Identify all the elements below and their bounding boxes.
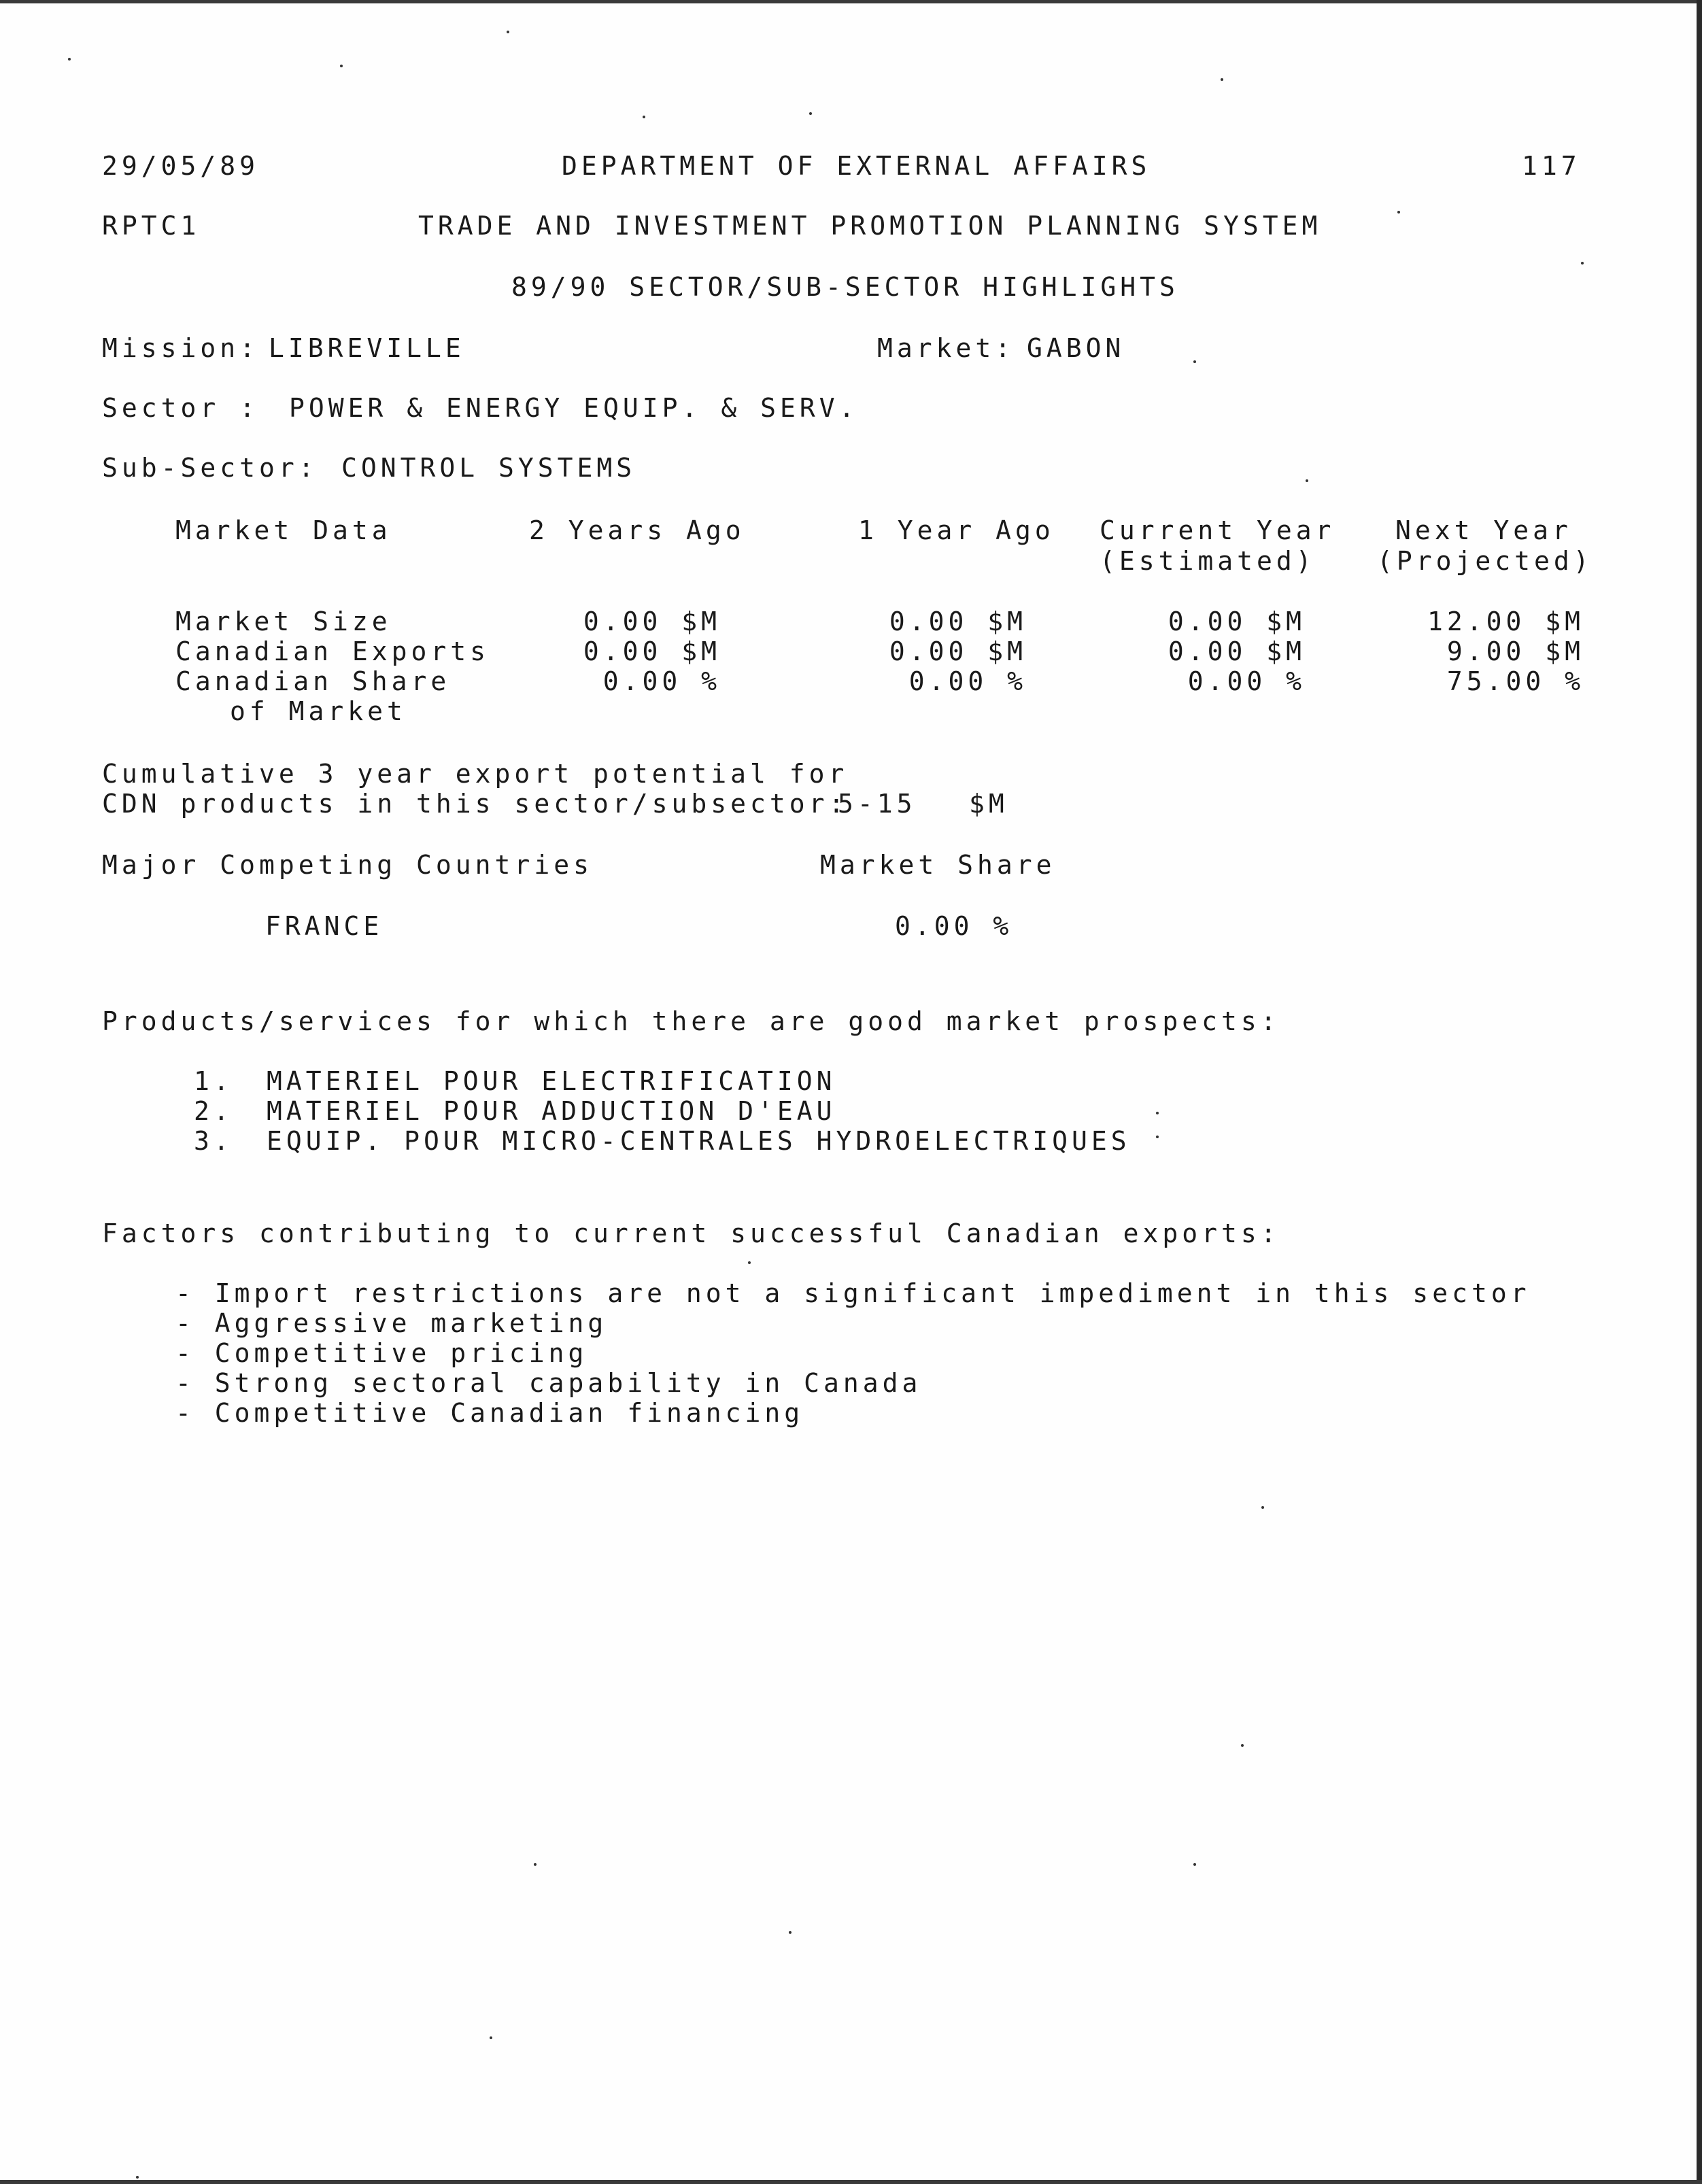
mission-label: Mission: bbox=[102, 333, 260, 363]
scan-edge-bottom bbox=[0, 2180, 1702, 2184]
scan-speck bbox=[340, 65, 343, 67]
factor-item: - Competitive Canadian financing bbox=[175, 1398, 804, 1428]
cell-exports-next: 9.00 $M bbox=[1446, 636, 1584, 666]
factor-item: - Competitive pricing bbox=[175, 1338, 588, 1368]
scan-speck bbox=[748, 1261, 751, 1264]
export-potential-line1: Cumulative 3 year export potential for bbox=[102, 759, 849, 789]
market-value: GABON bbox=[1027, 333, 1125, 363]
prospect-item: MATERIEL POUR ELECTRIFICATION bbox=[267, 1066, 836, 1096]
prospect-item: MATERIEL POUR ADDUCTION D'EAU bbox=[267, 1096, 836, 1126]
sector-label: Sector : bbox=[102, 393, 260, 423]
scan-speck bbox=[68, 58, 71, 61]
cell-exports-two-years: 0.00 $M bbox=[583, 636, 721, 666]
prospect-item: EQUIP. POUR MICRO-CENTRALES HYDROELECTRIQUES bbox=[267, 1126, 1131, 1156]
export-potential-unit: $M bbox=[969, 789, 1008, 819]
competitor-country: FRANCE bbox=[265, 911, 384, 941]
scan-speck bbox=[1193, 1863, 1196, 1866]
row-label-of-market: of Market bbox=[230, 696, 407, 726]
cell-market-size-current: 0.00 $M bbox=[1168, 607, 1306, 636]
scan-speck bbox=[534, 1863, 537, 1866]
scan-speck bbox=[643, 116, 645, 118]
export-potential-value: 5-15 bbox=[838, 789, 917, 819]
prospects-heading: Products/services for which there are good market prospects: bbox=[102, 1006, 1280, 1036]
prospect-number: 2. bbox=[194, 1096, 233, 1126]
scan-speck bbox=[809, 112, 812, 115]
col-header-current-estimated: (Estimated) bbox=[1100, 546, 1316, 576]
sector-value: POWER & ENERGY EQUIP. & SERV. bbox=[289, 393, 859, 423]
row-label-canadian-share: Canadian Share bbox=[175, 666, 451, 696]
factor-item: - Import restrictions are not a significant impediment in this sector bbox=[175, 1278, 1531, 1308]
subsector-label: Sub-Sector: bbox=[102, 453, 318, 483]
scan-speck bbox=[789, 1931, 792, 1934]
competitors-heading: Major Competing Countries bbox=[102, 850, 593, 880]
cell-share-one-year: 0.00 % bbox=[908, 666, 1027, 696]
system-title: TRADE AND INVESTMENT PROMOTION PLANNING SYSTEM bbox=[418, 211, 1322, 241]
scan-speck bbox=[136, 2176, 139, 2179]
cell-share-next: 75.00 % bbox=[1446, 666, 1584, 696]
report-subtitle: 89/90 SECTOR/SUB-SECTOR HIGHLIGHTS bbox=[511, 272, 1179, 302]
prospect-number: 1. bbox=[194, 1066, 233, 1096]
cell-share-current: 0.00 % bbox=[1187, 666, 1306, 696]
report-code: RPTC1 bbox=[102, 211, 201, 241]
mission-value: LIBREVILLE bbox=[269, 333, 465, 363]
scan-speck bbox=[507, 31, 509, 33]
col-header-market-data: Market Data bbox=[175, 515, 392, 545]
scan-speck bbox=[1156, 1112, 1159, 1114]
cell-share-two-years: 0.00 % bbox=[602, 666, 721, 696]
scan-speck bbox=[1306, 479, 1308, 482]
cell-market-size-two-years: 0.00 $M bbox=[583, 607, 721, 636]
scan-speck bbox=[490, 2036, 492, 2039]
competitor-share: 0.00 % bbox=[895, 911, 1013, 941]
scan-speck bbox=[1581, 262, 1584, 265]
cell-exports-current: 0.00 $M bbox=[1168, 636, 1306, 666]
scan-speck bbox=[1193, 360, 1196, 363]
col-header-two-years: 2 Years Ago bbox=[529, 515, 745, 545]
col-header-next-projected: (Projected) bbox=[1377, 546, 1593, 576]
factor-item: - Aggressive marketing bbox=[175, 1308, 608, 1338]
scan-speck bbox=[1156, 1136, 1159, 1138]
market-share-heading: Market Share bbox=[820, 850, 1056, 880]
report-date: 29/05/89 bbox=[102, 151, 260, 181]
scan-speck bbox=[1261, 1506, 1264, 1509]
scan-edge-right bbox=[1697, 0, 1702, 2184]
factors-heading: Factors contributing to current successful Canadian exports: bbox=[102, 1218, 1280, 1248]
cell-market-size-one-year: 0.00 $M bbox=[889, 607, 1027, 636]
factor-item: - Strong sectoral capability in Canada bbox=[175, 1368, 922, 1398]
subsector-value: CONTROL SYSTEMS bbox=[341, 453, 636, 483]
col-header-one-year: 1 Year Ago bbox=[858, 515, 1055, 545]
prospect-number: 3. bbox=[194, 1126, 233, 1156]
col-header-current-year: Current Year bbox=[1100, 515, 1335, 545]
row-label-market-size: Market Size bbox=[175, 607, 392, 636]
page-number: 117 bbox=[1522, 151, 1581, 181]
scan-speck bbox=[1241, 1744, 1244, 1747]
export-potential-line2: CDN products in this sector/subsector: bbox=[102, 789, 849, 819]
scan-speck bbox=[1221, 78, 1223, 81]
cell-market-size-next: 12.00 $M bbox=[1427, 607, 1584, 636]
cell-exports-one-year: 0.00 $M bbox=[889, 636, 1027, 666]
row-label-canadian-exports: Canadian Exports bbox=[175, 636, 490, 666]
col-header-next-year: Next Year bbox=[1395, 515, 1572, 545]
department-title: DEPARTMENT OF EXTERNAL AFFAIRS bbox=[562, 151, 1151, 181]
scan-speck bbox=[1397, 211, 1400, 214]
market-label: Market: bbox=[877, 333, 1015, 363]
scan-edge-top bbox=[0, 0, 1702, 3]
